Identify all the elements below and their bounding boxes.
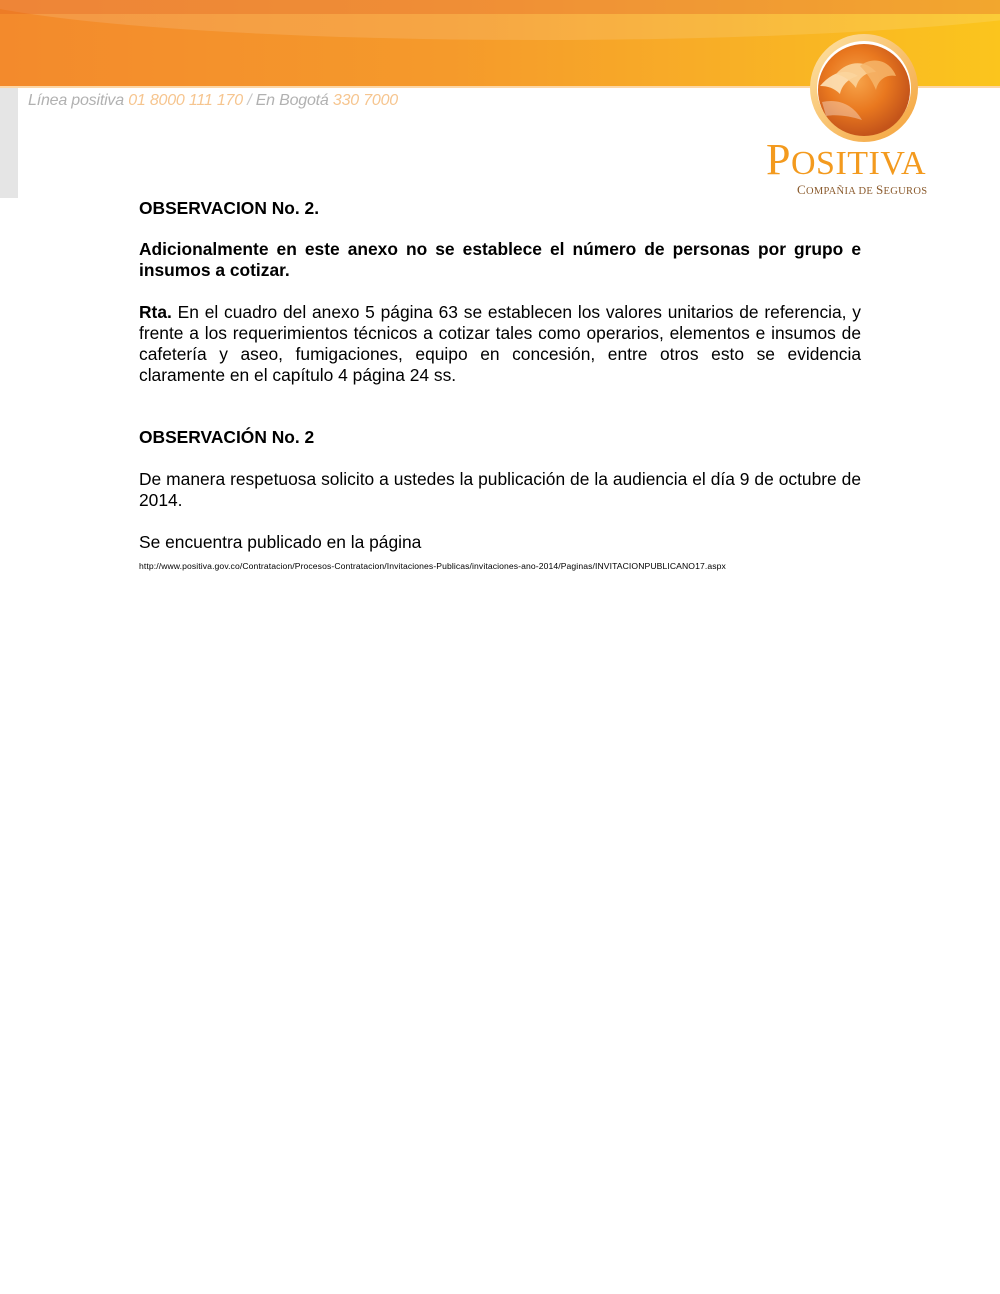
observation-2-answer: Se encuentra publicado en la página xyxy=(139,532,422,552)
answer-label: Rta. xyxy=(139,302,172,322)
phone-line-label: Línea positiva xyxy=(28,92,124,109)
contact-separator: / xyxy=(247,92,252,109)
city-number: 330 7000 xyxy=(332,92,399,109)
contact-line xyxy=(28,92,398,110)
brand-tagline xyxy=(797,182,927,198)
observation-1-question: Adicionalmente en este anexo no se establece el número de personas por grupo e insumos a cotizar. xyxy=(139,239,861,280)
document-body xyxy=(139,198,861,572)
publication-url-link[interactable]: http://www.positiva.gov.co/Contratacion/Procesos-Contratacion/Invitaciones-Publicas/invitaciones-ano-2014/Paginas/INVITACIONPUBLICANO17.aspx xyxy=(139,561,726,571)
observation-2-text: De manera respetuosa solicito a ustedes la publicación de la audiencia el día 9 de octubre de 2014. xyxy=(139,469,861,510)
observation-2-title: OBSERVACIÓN No. 2 xyxy=(139,427,315,447)
observation-1-title: OBSERVACION No. 2. xyxy=(139,198,320,218)
sun-waves-logo-icon xyxy=(806,32,922,144)
observation-1-answer-text: En el cuadro del anexo 5 página 63 se establecen los valores unitarios de referencia, y frente a los requerimientos técnicos a cotizar tales como operarios, elementos e insumos de cafetería y aseo, fumigaciones, equipo en concesión, entre otros esto se evidencia claramente en el capítulo 4 página 24 ss. xyxy=(139,302,861,385)
brand-wordmark-rest: OSITIVA xyxy=(790,145,927,182)
brand-tagline-s: S xyxy=(876,182,884,197)
brand-tagline-ompania: OMPAÑIA DE xyxy=(805,186,876,197)
brand-tagline-c: C xyxy=(797,182,806,197)
city-label: En Bogotá xyxy=(255,92,329,109)
brand-tagline-eguros: EGUROS xyxy=(883,186,928,197)
brand-wordmark xyxy=(766,136,926,188)
brand-wordmark-initial: P xyxy=(766,135,791,184)
letterhead-side-strip xyxy=(0,88,18,198)
observation-1-answer xyxy=(139,302,861,386)
phone-line-number: 01 8000 111 170 xyxy=(128,92,243,109)
